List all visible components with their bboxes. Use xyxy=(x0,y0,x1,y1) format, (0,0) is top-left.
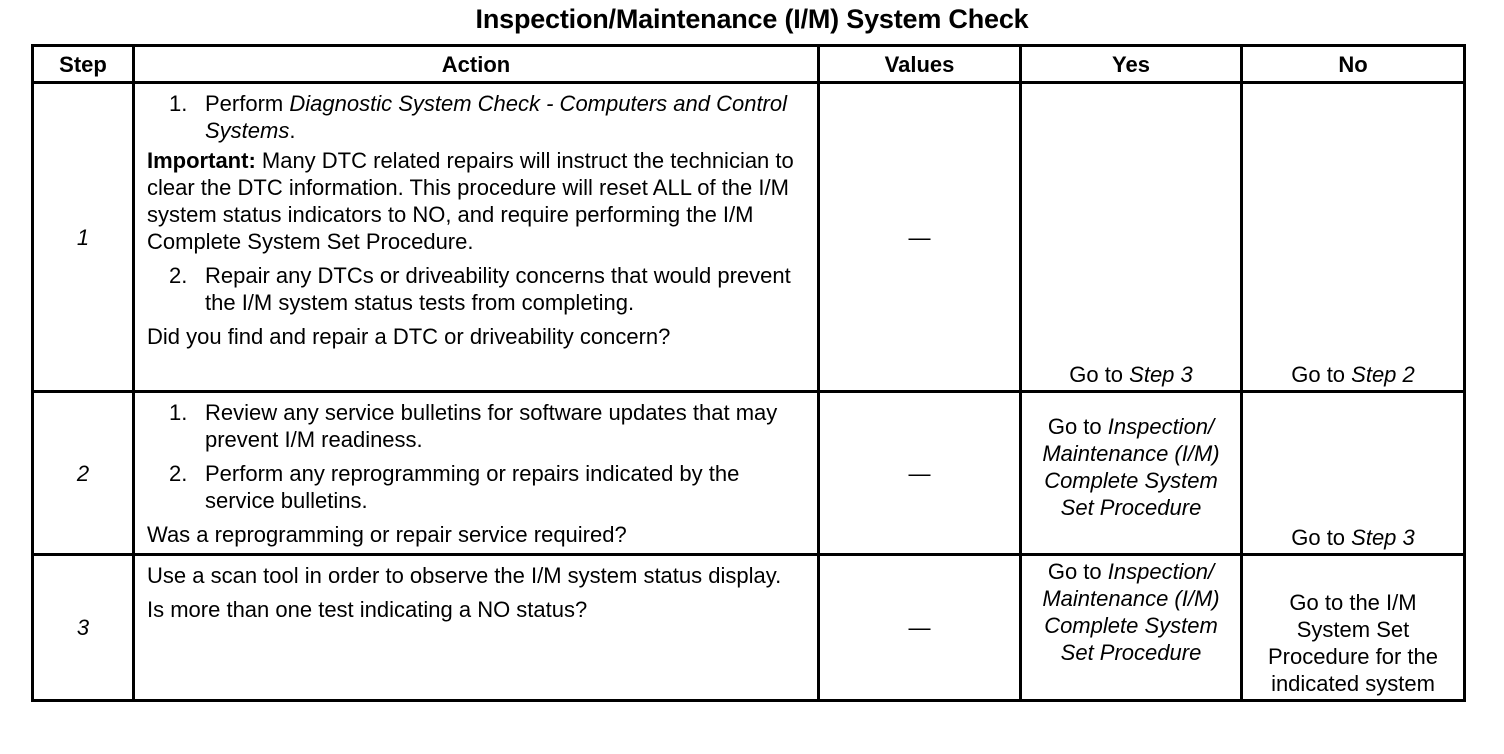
step-number: 2 xyxy=(33,392,134,555)
yes-cell xyxy=(1021,83,1242,392)
action-text: Perform any reprogramming or repairs indicated by the service bulletins. xyxy=(205,461,740,513)
table-row xyxy=(33,555,1465,701)
header-values: Values xyxy=(819,46,1021,83)
no-step-link[interactable]: Step 2 xyxy=(1351,362,1415,387)
no-cell xyxy=(1242,83,1465,392)
action-text: Repair any DTCs or driveability concerns that would prevent the I/M system status tests from completing. xyxy=(205,263,791,315)
action-text: Perform xyxy=(205,91,290,116)
item-number: 1. xyxy=(169,400,188,425)
no-cell xyxy=(1242,392,1465,555)
table-row xyxy=(33,83,1465,392)
item-number: 1. xyxy=(169,91,188,116)
no-text: Go to xyxy=(1291,362,1352,387)
yes-cell xyxy=(1021,555,1242,701)
values-cell: — xyxy=(819,392,1021,555)
action-cell xyxy=(134,555,819,701)
question-text: Was a reprogramming or repair service required? xyxy=(147,522,627,547)
yes-step-link[interactable]: Step 3 xyxy=(1129,362,1193,387)
action-text: Use a scan tool in order to observe the I/M system status display. xyxy=(147,563,782,588)
action-item xyxy=(169,90,809,144)
no-text: Go to xyxy=(1291,525,1352,550)
action-text: . xyxy=(289,118,296,143)
procedure-link[interactable]: Maintenance (I/M) xyxy=(1042,441,1220,466)
action-text: Review any service bulletins for software updates that may prevent I/M readiness. xyxy=(205,400,778,452)
table-row xyxy=(33,392,1465,555)
procedure-link[interactable]: Set Procedure xyxy=(1060,640,1202,665)
action-item xyxy=(169,262,809,316)
no-step-link[interactable]: Step 3 xyxy=(1351,525,1415,550)
values-cell: — xyxy=(819,555,1021,701)
header-action: Action xyxy=(134,46,819,83)
procedure-link[interactable]: Complete System xyxy=(1044,613,1218,638)
procedure-link[interactable]: Complete System xyxy=(1044,468,1218,493)
header-row xyxy=(33,46,1465,83)
important-note xyxy=(147,147,809,255)
yes-text: Go to xyxy=(1047,414,1108,439)
header-no: No xyxy=(1242,46,1465,83)
yes-text: Go to xyxy=(1047,559,1108,584)
no-text: Go to the I/M xyxy=(1289,590,1417,615)
system-check-table xyxy=(31,44,1466,702)
yes-text: Go to xyxy=(1069,362,1130,387)
action-item xyxy=(169,460,809,514)
no-text: System Set xyxy=(1296,617,1410,642)
item-number: 2. xyxy=(169,263,188,288)
question-text: Is more than one test indicating a NO status? xyxy=(147,597,588,622)
no-text: Procedure for the xyxy=(1268,644,1438,669)
no-cell xyxy=(1242,555,1465,701)
header-yes: Yes xyxy=(1021,46,1242,83)
procedure-link[interactable]: Maintenance (I/M) xyxy=(1042,586,1220,611)
action-cell xyxy=(134,83,819,392)
important-label: Important: xyxy=(147,148,256,173)
procedure-link[interactable]: Inspection/ xyxy=(1107,414,1215,439)
action-cell xyxy=(134,392,819,555)
action-item xyxy=(169,399,809,453)
procedure-reference[interactable]: Diagnostic System Check - Computers and Control Systems xyxy=(205,91,788,143)
step-number: 3 xyxy=(33,555,134,701)
step-number: 1 xyxy=(33,83,134,392)
important-text: Many DTC related repairs will instruct the technician to clear the DTC information. This procedure will reset ALL of the I/M system status indicators to NO, and require performing the I/M Complete System Set Procedure. xyxy=(147,148,794,254)
page-title: Inspection/Maintenance (I/M) System Check xyxy=(475,4,1029,34)
question-text: Did you find and repair a DTC or driveability concern? xyxy=(147,324,671,349)
no-text: indicated system xyxy=(1271,671,1435,696)
procedure-link[interactable]: Inspection/ xyxy=(1107,559,1215,584)
procedure-link[interactable]: Set Procedure xyxy=(1060,495,1202,520)
header-step: Step xyxy=(33,46,134,83)
values-cell: — xyxy=(819,83,1021,392)
item-number: 2. xyxy=(169,461,188,486)
yes-cell xyxy=(1021,392,1242,555)
